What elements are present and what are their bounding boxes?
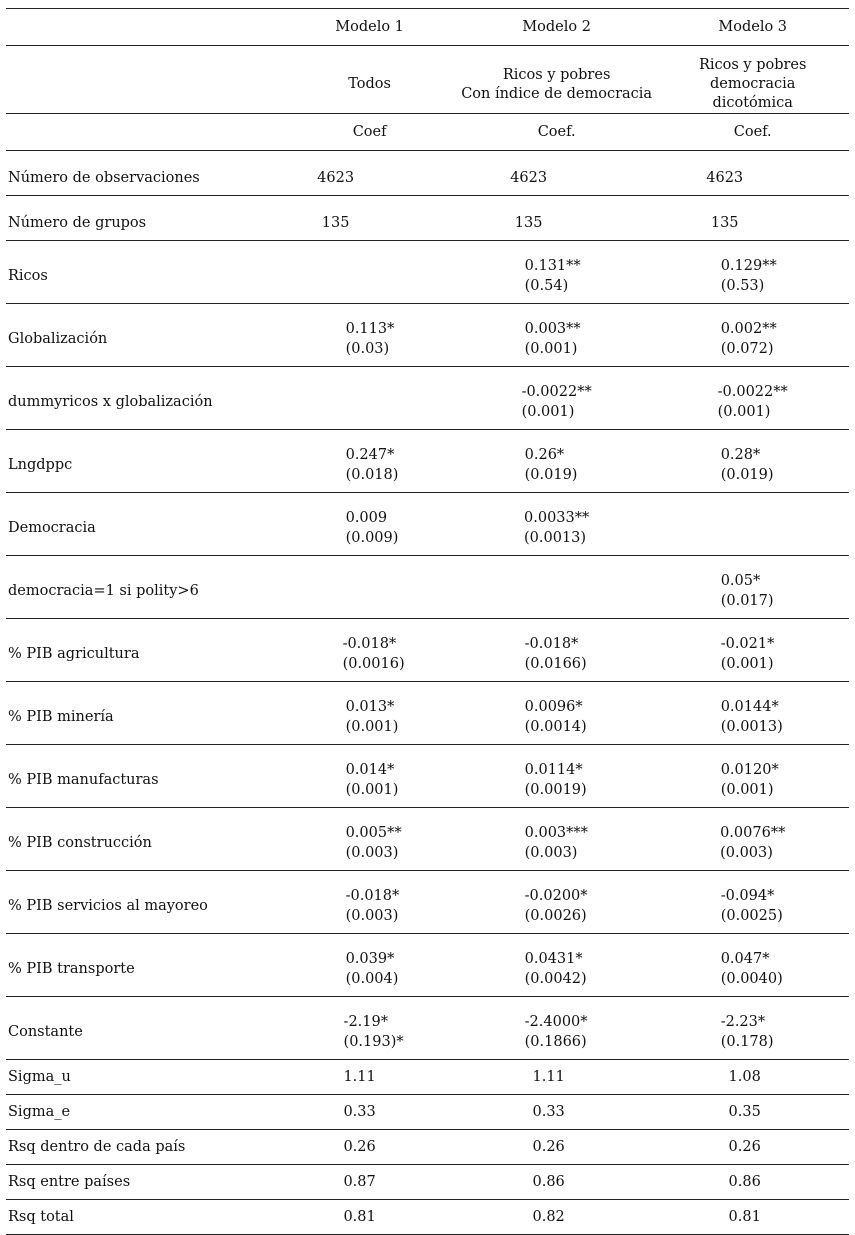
coef-cell xyxy=(721,760,785,800)
coefficient: 0.003*** xyxy=(524,825,588,841)
value-cell: 0.33 xyxy=(343,1104,376,1120)
value-cell: 0.86 xyxy=(728,1174,761,1190)
standard-error: (0.0016) xyxy=(342,656,405,672)
model-2-sample: Ricos y pobres Con índice de democracia xyxy=(457,46,657,114)
model-1-coef-label: Coef xyxy=(282,114,457,151)
democracia-model-2 xyxy=(457,493,657,556)
row-rsq-total xyxy=(6,1200,849,1235)
sample-empty xyxy=(6,46,282,114)
value-cell: 4623 xyxy=(706,170,744,186)
rsq-dentro-de-cada-pais-model-1 xyxy=(282,1130,457,1165)
coefficient: 0.131** xyxy=(524,258,581,274)
header-row-coef xyxy=(6,114,849,151)
coefficient: -2.23* xyxy=(720,1014,766,1030)
coefficient: -0.018* xyxy=(345,888,400,904)
standard-error: (0.03) xyxy=(345,341,390,357)
row-ricos xyxy=(6,241,849,304)
coefficient: 0.047* xyxy=(720,951,770,967)
rsq-entre-paises-label: Rsq entre países xyxy=(6,1165,282,1200)
pib-servicios-al-mayoreo-label: % PIB servicios al mayoreo xyxy=(6,871,282,934)
value-cell: 135 xyxy=(321,215,350,231)
democracia-1-si-polity-6-label: democracia=1 si polity>6 xyxy=(6,556,282,619)
pib-agricultura-model-2 xyxy=(457,619,657,682)
header-row-models xyxy=(6,9,849,46)
standard-error: (0.001) xyxy=(345,719,399,735)
row-pib-servicios-al-mayoreo xyxy=(6,871,849,934)
numero-de-grupos-model-2 xyxy=(457,196,657,241)
constante-label: Constante xyxy=(6,997,282,1060)
constante-model-3 xyxy=(656,997,849,1060)
coef-cell xyxy=(335,634,405,674)
coefficient: -0.018* xyxy=(524,636,579,652)
coef-cell xyxy=(338,319,402,359)
rsq-total-model-2 xyxy=(457,1200,657,1235)
coef-cell xyxy=(524,508,589,548)
coef-cell xyxy=(721,256,785,296)
coef-cell xyxy=(721,949,785,989)
standard-error: (0.0025) xyxy=(720,908,783,924)
value-cell: 0.82 xyxy=(532,1209,565,1225)
rsq-dentro-de-cada-pais-model-3 xyxy=(656,1130,849,1165)
pib-transporte-model-3 xyxy=(656,934,849,997)
pib-agricultura-model-3 xyxy=(656,619,849,682)
standard-error: (0.001) xyxy=(717,404,771,420)
standard-error: (0.193)* xyxy=(343,1034,404,1050)
dummyricos-x-globalizacion-label: dummyricos x globalización xyxy=(6,367,282,430)
pib-construccion-label: % PIB construcción xyxy=(6,808,282,871)
coefficient: 0.0144* xyxy=(720,699,779,715)
numero-de-observaciones-model-2 xyxy=(457,151,657,196)
pib-mineria-label: % PIB minería xyxy=(6,682,282,745)
standard-error: (0.003) xyxy=(524,845,578,861)
value-cell: 4623 xyxy=(510,170,548,186)
coef-cell xyxy=(720,823,785,863)
rsq-entre-paises-model-3 xyxy=(656,1165,849,1200)
ricos-model-2 xyxy=(457,241,657,304)
ricos-model-3 xyxy=(656,241,849,304)
standard-error: (0.178) xyxy=(720,1034,774,1050)
pib-mineria-model-3 xyxy=(656,682,849,745)
standard-error: (0.0019) xyxy=(524,782,587,798)
lngdppc-model-3 xyxy=(656,430,849,493)
row-numero-de-observaciones xyxy=(6,151,849,196)
dummyricos-x-globalizacion-model-3 xyxy=(656,367,849,430)
standard-error: (0.0166) xyxy=(524,656,587,672)
coefficient: 0.0033** xyxy=(524,510,590,526)
sigma-u-model-2 xyxy=(457,1060,657,1095)
pib-agricultura-model-1 xyxy=(282,619,457,682)
coefficient: 0.247* xyxy=(345,447,395,463)
pib-manufacturas-model-2 xyxy=(457,745,657,808)
pib-manufacturas-model-3 xyxy=(656,745,849,808)
rsq-dentro-de-cada-pais-model-2 xyxy=(457,1130,657,1165)
pib-manufacturas-label: % PIB manufacturas xyxy=(6,745,282,808)
sigma-u-label: Sigma_u xyxy=(6,1060,282,1095)
coefficient: 0.005** xyxy=(345,825,402,841)
globalizacion-label: Globalización xyxy=(6,304,282,367)
pib-transporte-model-2 xyxy=(457,934,657,997)
rsq-total-label: Rsq total xyxy=(6,1200,282,1235)
standard-error: (0.009) xyxy=(345,530,399,546)
coef-cell xyxy=(338,823,402,863)
constante-model-2 xyxy=(457,997,657,1060)
coef-cell xyxy=(338,886,402,926)
pib-servicios-al-mayoreo-model-3 xyxy=(656,871,849,934)
standard-error: (0.003) xyxy=(720,845,773,861)
value-cell: 1.08 xyxy=(728,1069,761,1085)
value-cell: 0.26 xyxy=(343,1139,376,1155)
header-row-sample xyxy=(6,46,849,114)
row-rsq-entre-paises xyxy=(6,1165,849,1200)
model-1-sample: Todos xyxy=(282,46,457,114)
coefficient: 0.002** xyxy=(720,321,777,337)
value-cell: 0.81 xyxy=(728,1209,761,1225)
model-2-coef-label: Coef. xyxy=(457,114,657,151)
coefficient: -0.021* xyxy=(720,636,775,652)
row-pib-agricultura xyxy=(6,619,849,682)
coef-cell xyxy=(525,256,589,296)
dummyricos-x-globalizacion-model-2 xyxy=(457,367,657,430)
model-3-header: Modelo 3 xyxy=(656,9,849,46)
standard-error: (0.1866) xyxy=(524,1034,587,1050)
coef-cell xyxy=(525,886,589,926)
header-empty xyxy=(6,9,282,46)
coefficient: 0.009 xyxy=(345,510,388,526)
pib-construccion-model-1 xyxy=(282,808,457,871)
row-pib-transporte xyxy=(6,934,849,997)
standard-error: (0.017) xyxy=(720,593,774,609)
pib-agricultura-label: % PIB agricultura xyxy=(6,619,282,682)
pib-transporte-model-1 xyxy=(282,934,457,997)
coef-empty xyxy=(6,114,282,151)
standard-error: (0.0014) xyxy=(524,719,587,735)
coef-cell xyxy=(721,697,785,737)
coef-cell xyxy=(525,1012,589,1052)
rsq-dentro-de-cada-pais-label: Rsq dentro de cada país xyxy=(6,1130,282,1165)
standard-error: (0.0013) xyxy=(524,530,587,546)
regression-table xyxy=(6,8,849,1235)
coef-cell xyxy=(721,445,785,485)
coefficient: 0.0431* xyxy=(524,951,583,967)
standard-error: (0.53) xyxy=(720,278,765,294)
coef-cell xyxy=(525,634,589,674)
democracia-1-si-polity-6-model-1 xyxy=(282,556,457,619)
standard-error: (0.001) xyxy=(720,656,774,672)
pib-construccion-model-2 xyxy=(457,808,657,871)
value-cell: 0.86 xyxy=(532,1174,565,1190)
coefficient: 0.013* xyxy=(345,699,395,715)
coefficient: 0.129** xyxy=(720,258,777,274)
row-democracia-1-si-polity-6 xyxy=(6,556,849,619)
dummyricos-x-globalizacion-model-1 xyxy=(282,367,457,430)
coefficient: -2.4000* xyxy=(524,1014,588,1030)
value-cell: 4623 xyxy=(317,170,355,186)
coef-cell xyxy=(525,445,589,485)
value-cell: 1.11 xyxy=(532,1069,565,1085)
value-cell: 135 xyxy=(514,215,543,231)
coefficient: -0.0022** xyxy=(521,384,592,400)
pib-construccion-model-3 xyxy=(656,808,849,871)
lngdppc-model-1 xyxy=(282,430,457,493)
lngdppc-model-2 xyxy=(457,430,657,493)
coef-cell xyxy=(522,382,592,422)
numero-de-observaciones-label: Número de observaciones xyxy=(6,151,282,196)
sigma-e-label: Sigma_e xyxy=(6,1095,282,1130)
standard-error: (0.54) xyxy=(524,278,569,294)
rsq-total-model-1 xyxy=(282,1200,457,1235)
ricos-label: Ricos xyxy=(6,241,282,304)
democracia-1-si-polity-6-model-3 xyxy=(656,556,849,619)
standard-error: (0.018) xyxy=(345,467,399,483)
sigma-e-model-3 xyxy=(656,1095,849,1130)
pib-servicios-al-mayoreo-model-1 xyxy=(282,871,457,934)
pib-servicios-al-mayoreo-model-2 xyxy=(457,871,657,934)
coef-cell xyxy=(721,634,785,674)
value-cell: 0.81 xyxy=(343,1209,376,1225)
row-democracia xyxy=(6,493,849,556)
value-cell: 0.87 xyxy=(343,1174,376,1190)
row-dummyricos-x-globalizacion xyxy=(6,367,849,430)
row-rsq-dentro-de-cada-pais xyxy=(6,1130,849,1165)
sigma-e-model-1 xyxy=(282,1095,457,1130)
coefficient: -0.0022** xyxy=(717,384,788,400)
pib-mineria-model-2 xyxy=(457,682,657,745)
standard-error: (0.001) xyxy=(345,782,399,798)
value-cell: 0.26 xyxy=(728,1139,761,1155)
coefficient: -2.19* xyxy=(343,1014,388,1030)
standard-error: (0.0042) xyxy=(524,971,587,987)
row-numero-de-grupos xyxy=(6,196,849,241)
coef-cell xyxy=(338,445,402,485)
numero-de-observaciones-model-3 xyxy=(656,151,849,196)
coefficient: 0.0120* xyxy=(720,762,779,778)
standard-error: (0.019) xyxy=(524,467,578,483)
standard-error: (0.001) xyxy=(524,341,578,357)
row-sigma-e xyxy=(6,1095,849,1130)
standard-error: (0.003) xyxy=(345,845,399,861)
value-cell: 0.35 xyxy=(728,1104,761,1120)
globalizacion-model-1 xyxy=(282,304,457,367)
coefficient: 0.28* xyxy=(720,447,761,463)
value-cell: 0.33 xyxy=(532,1104,565,1120)
value-cell: 0.26 xyxy=(532,1139,565,1155)
coefficient: 0.26* xyxy=(524,447,565,463)
democracia-label: Democracia xyxy=(6,493,282,556)
standard-error: (0.0040) xyxy=(720,971,783,987)
coefficient: 0.0114* xyxy=(524,762,583,778)
coefficient: 0.113* xyxy=(345,321,395,337)
coef-cell xyxy=(338,949,402,989)
sigma-e-model-2 xyxy=(457,1095,657,1130)
standard-error: (0.019) xyxy=(720,467,774,483)
rsq-total-model-3 xyxy=(656,1200,849,1235)
coef-cell xyxy=(336,1012,404,1052)
row-constante xyxy=(6,997,849,1060)
coefficient: 0.0096* xyxy=(524,699,583,715)
constante-model-1 xyxy=(282,997,457,1060)
standard-error: (0.001) xyxy=(720,782,774,798)
numero-de-grupos-label: Número de grupos xyxy=(6,196,282,241)
rsq-entre-paises-model-2 xyxy=(457,1165,657,1200)
democracia-model-1 xyxy=(282,493,457,556)
coef-cell xyxy=(525,823,589,863)
model-3-coef-label: Coef. xyxy=(656,114,849,151)
rsq-entre-paises-model-1 xyxy=(282,1165,457,1200)
model-3-sample: Ricos y pobres democracia dicotómica xyxy=(656,46,849,114)
democracia-model-3 xyxy=(656,493,849,556)
standard-error: (0.0013) xyxy=(720,719,783,735)
standard-error: (0.0026) xyxy=(524,908,587,924)
coefficient: 0.039* xyxy=(345,951,395,967)
sigma-u-model-1 xyxy=(282,1060,457,1095)
ricos-model-1 xyxy=(282,241,457,304)
model-2-header: Modelo 2 xyxy=(457,9,657,46)
coefficient: -0.094* xyxy=(720,888,775,904)
coef-cell xyxy=(525,760,589,800)
standard-error: (0.072) xyxy=(720,341,774,357)
coef-cell xyxy=(338,697,402,737)
democracia-1-si-polity-6-model-2 xyxy=(457,556,657,619)
coefficient: -0.018* xyxy=(342,636,397,652)
coef-cell xyxy=(721,1012,785,1052)
standard-error: (0.004) xyxy=(345,971,399,987)
row-pib-manufacturas xyxy=(6,745,849,808)
coefficient: 0.003** xyxy=(524,321,581,337)
standard-error: (0.001) xyxy=(521,404,575,420)
globalizacion-model-2 xyxy=(457,304,657,367)
coef-cell xyxy=(721,886,785,926)
lngdppc-label: Lngdppc xyxy=(6,430,282,493)
standard-error: (0.003) xyxy=(345,908,399,924)
pib-manufacturas-model-1 xyxy=(282,745,457,808)
pib-transporte-label: % PIB transporte xyxy=(6,934,282,997)
pib-mineria-model-1 xyxy=(282,682,457,745)
value-cell: 135 xyxy=(710,215,739,231)
coefficient: -0.0200* xyxy=(524,888,588,904)
sigma-u-model-3 xyxy=(656,1060,849,1095)
row-pib-mineria xyxy=(6,682,849,745)
coefficient: 0.0076** xyxy=(720,825,786,841)
coefficient: 0.014* xyxy=(345,762,395,778)
numero-de-grupos-model-3 xyxy=(656,196,849,241)
globalizacion-model-3 xyxy=(656,304,849,367)
coef-cell xyxy=(718,382,788,422)
coef-cell xyxy=(338,508,402,548)
coefficient: 0.05* xyxy=(720,573,761,589)
coef-cell xyxy=(721,571,785,611)
coef-cell xyxy=(721,319,785,359)
coef-cell xyxy=(338,760,402,800)
row-lngdppc xyxy=(6,430,849,493)
row-globalizacion xyxy=(6,304,849,367)
coef-cell xyxy=(525,949,589,989)
model-1-header: Modelo 1 xyxy=(282,9,457,46)
row-pib-construccion xyxy=(6,808,849,871)
row-sigma-u xyxy=(6,1060,849,1095)
value-cell: 1.11 xyxy=(343,1069,376,1085)
coef-cell xyxy=(525,697,589,737)
coef-cell xyxy=(525,319,589,359)
